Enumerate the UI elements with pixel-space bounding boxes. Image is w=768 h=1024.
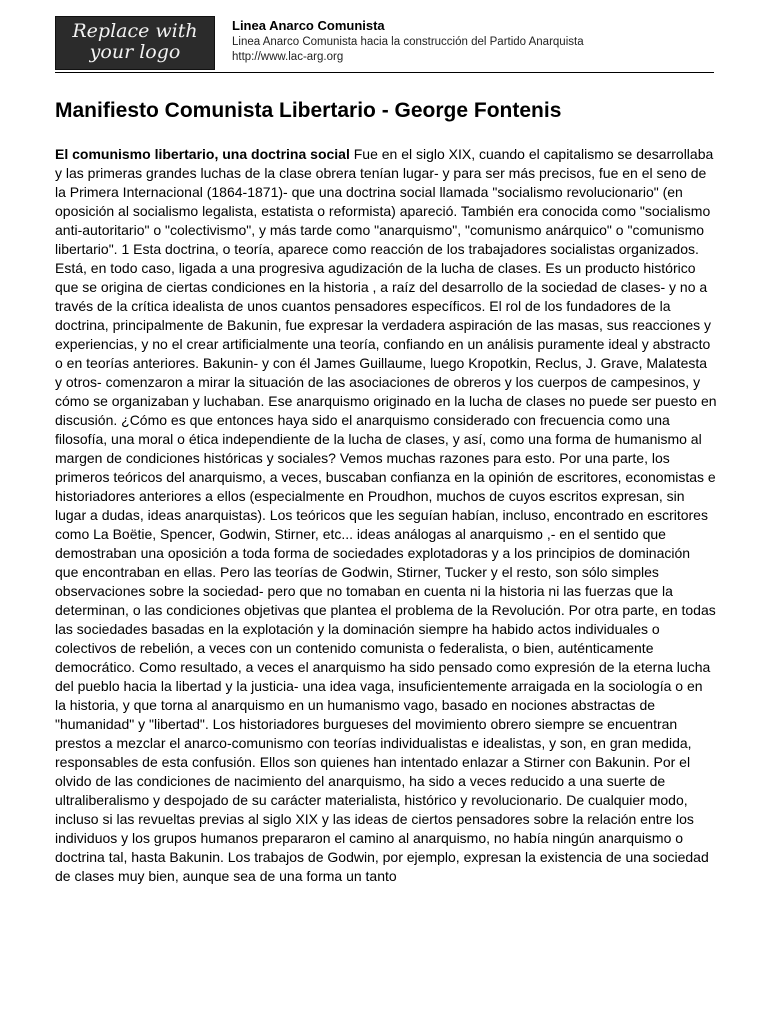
- logo-placeholder: [55, 16, 215, 70]
- logo-text-line2: your logo: [89, 41, 181, 63]
- site-url-link[interactable]: http://www.lac-arg.org: [232, 51, 344, 63]
- section-heading: El comunismo libertario, una doctrina social: [55, 146, 350, 162]
- site-title: Linea Anarco Comunista: [232, 18, 385, 33]
- header-divider: [55, 72, 714, 73]
- logo-text-line1: Replace with: [72, 20, 198, 42]
- body-paragraph: Fue en el siglo XIX, cuando el capitalismo se desarrollaba y las primeras grandes luchas de la clase obrera tenían lugar- y para ser más precisos, fue en el seno de la Primera Internacional (1864-1871)- que una doctrina social llamada "socialismo revolucionario" (en oposición al socialismo legalista, estatista o reformista) apareció. También era conocida como "socialismo anti-autoritario" o "colectivismo", y más tarde como "anarquismo", "comunismo anárquico" o "comunismo libertario". 1 Esta doctrina, o teoría, aparece como reacción de los trabajadores socialistas organizados. Está, en todo caso, ligada a una progresiva agudización de la lucha de clases. Es un producto histórico que se origina de ciertas condiciones en la historia , a raíz del desarrollo de la sociedad de clases- y no a través de la crítica idealista de unos cuantos pensadores específicos. El rol de los fundadores de la doctrina, principalmente de Bakunin, fue expresar la verdadera aspiración de las masas, sus reacciones y experiencias, y no el crear artificialmente una teoría, confiando en un análisis puramente ideal y abstracto o en teorías anteriores. Bakunin- y con él James Guillaume, luego Kropotkin, Reclus, J. Grave, Malatesta y otros- comenzaron a mirar la situación de las asociaciones de obreros y los cuerpos de campesinos, y cómo se organizaban y luchaban. Ese anarquismo originado en la lucha de clases no puede ser puesto en discusión. ¿Cómo es que entonces haya sido el anarquismo considerado con frecuencia como una filosofía, una moral o ética independiente de la lucha de clases, y así, como una forma de humanismo al margen de condiciones históricas y sociales? Vemos muchas razones para esto. Por una parte, los primeros teóricos del anarquismo, a veces, buscaban confianza en la opinión de escritores, economistas e historiadores anteriores a ellos (especialmente en Proudhon, muchos de cuyos escritos expresan, sin lugar a dudas, ideas anarquistas). Los teóricos que les seguían habían, incluso, encontrado en escritores como La Boëtie, Spencer, Godwin, Stirner, etc... ideas análogas al anarquismo ,- en el sentido que demostraban una oposición a toda forma de sociedades explotadoras y a los principios de dominación que encontraban en ellas. Pero las teorías de Godwin, Stirner, Tucker y el resto, son sólo simples observaciones sobre la sociedad- pero que no tomaban en cuenta ni la historia ni las fuerzas que la determinan, o las condiciones objetivas que plantea el problema de la Revolución. Por otra parte, en todas las sociedades basadas en la explotación y la dominación siempre ha habido actos individuales o colectivos de rebelión, a veces con un contenido comunista o federalista, o bien, auténticamente democrático. Como resultado, a veces el anarquismo ha sido pensado como expresión de la eterna lucha del pueblo hacia la libertad y la justicia- una idea vaga, insuficientemente arraigada en la sociología o en la historia, y que torna al anarquismo en un humanismo vago, basado en nociones abstractas de "humanidad" y "libertad". Los historiadores burgueses del movimiento obrero siempre se encuentran prestos a mezclar el anarco-comunismo con teorías individualistas e idealistas, y son, en gran medida, responsables de esta confusión. Ellos son quienes han intentado enlazar a Stirner con Bakunin. Por el olvido de las condiciones de nacimiento del anarquismo, ha sido a veces reducido a una suerte de ultraliberalismo y despojado de su carácter materialista, histórico y revolucionario. De cualquier modo, incluso si las revueltas previas al siglo XIX y las ideas de ciertos pensadores sobre la relación entre los individuos y los grupos humanos prepararon el camino al anarquismo, no había ningún anarquismo o doctrina tal, hasta Bakunin. Los trabajos de Godwin, por ejemplo, expresan la existencia de una sociedad de clases muy bien, aunque sea de una forma un tanto: [55, 146, 717, 884]
- site-subtitle: Linea Anarco Comunista hacia la construcción del Partido Anarquista: [232, 36, 584, 48]
- site-info: [232, 17, 584, 65]
- document-title: Manifiesto Comunista Libertario - George Fontenis: [55, 99, 562, 122]
- document-body: [55, 145, 717, 886]
- page-header: [55, 16, 714, 72]
